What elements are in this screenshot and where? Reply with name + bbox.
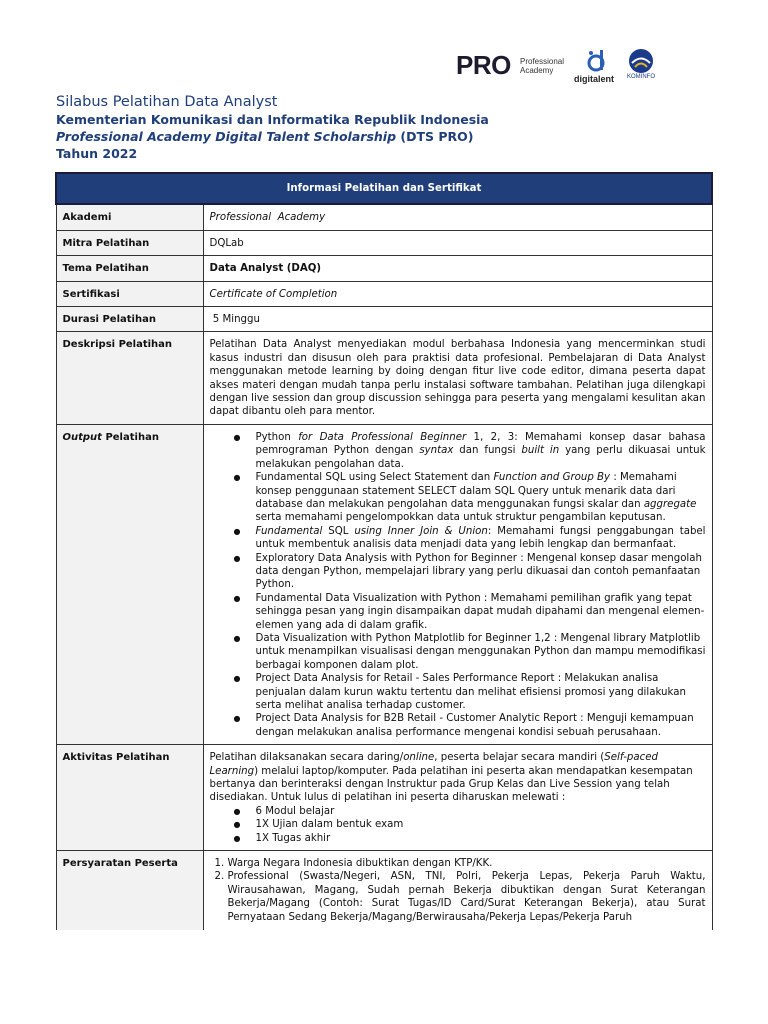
- row-value: Data Analyst (DAQ): [203, 256, 712, 281]
- list-item: ● Fundamental SQL using Inner Join & Union: Memahami fungsi penggabungan tabel untuk membentuk analisis data menjadi data yang lebih lengkap dan bermanfaat.: [256, 525, 706, 552]
- row-value: 5 Minggu: [203, 307, 712, 332]
- row-value: Professional Academy: [203, 204, 712, 230]
- table-row: [56, 256, 712, 281]
- program-abbrev: (DTS PRO): [396, 129, 474, 144]
- table-row: [56, 851, 712, 931]
- table-row: [56, 424, 712, 744]
- list-item: ● 1X Tugas akhir: [256, 832, 706, 845]
- list-item: 2. Professional (Swasta/Negeri, ASN, TNI, Polri, Pekerja Lepas, Pekerja Paruh Waktu, Wirausahawan, Magang, Sudah pernah Bekerja dibuktikan dengan Surat Keterangan Bekerja/Magang (Contoh: Surat Tugas/ID Card/Surat Keterangan Bekerja), atau Surat Pernyataan Sedang Bekerja/Magang/Berwirausaha/Pekerja Lepas/Pekerja Paruh: [228, 870, 706, 924]
- row-label: Sertifikasi: [56, 281, 203, 306]
- list-item: ● Project Data Analysis for Retail - Sales Performance Report : Melakukan analisa penjualan dalam kurun waktu tertentu dan melihat efisiensi promosi yang dilakukan serta melihat analisa terhadap customer.: [256, 672, 706, 712]
- table-row: [56, 332, 712, 424]
- program-line: [56, 128, 716, 145]
- document-title: Silabus Pelatihan Data Analyst: [56, 94, 278, 110]
- row-label: [56, 424, 203, 744]
- activity-text: Pelatihan dilaksanakan secara daring/online, peserta belajar secara mandiri (Self-paced Learning) melalui laptop/komputer. Pada pelatihan ini peserta akan mendapatkan kesempatan bertanya dan berinteraksi dengan Instruktur pada Grup Kelas dan Live Session yang telah disediakan. Untuk lulus di pelatihan ini peserta diharuskan melewati :: [209, 752, 693, 804]
- activity-list: [210, 805, 706, 845]
- row-label: Tema Pelatihan: [56, 256, 203, 281]
- pro-logo: PRO: [456, 50, 511, 80]
- output-list: [210, 431, 706, 739]
- list-item: ● Python for Data Professional Beginner 1, 2, 3: Memahami konsep dasar bahasa pemrograman Python dengan syntax dan fungsi built in yang perlu dikuasai untuk melakukan pengolahan data.: [256, 431, 706, 471]
- year-line: Tahun 2022: [56, 146, 138, 161]
- kominfo-text: KOMINFO: [627, 74, 655, 80]
- table-row: [56, 281, 712, 306]
- list-item: ● Project Data Analysis for B2B Retail - Customer Analytic Report : Menguji kemampuan dengan melakukan analisa performance mengenai kondisi sebuah perusahaan.: [256, 712, 706, 739]
- requirements-list: [210, 857, 706, 924]
- table-row: [56, 307, 712, 332]
- row-label: Deskripsi Pelatihan: [56, 332, 203, 424]
- table-row: [56, 230, 712, 255]
- training-info-table: [55, 172, 713, 930]
- digitalent-text: digitalent: [574, 74, 614, 84]
- list-item: ● 1X Ujian dalam bentuk exam: [256, 818, 706, 831]
- row-label: Akademi: [56, 204, 203, 230]
- list-item: ● Fundamental Data Visualization with Python : Memahami pemilihan grafik yang tepat sehingga pesan yang ingin disampaikan dapat mudah dipahami dan mengenal elemen-elemen yang ada di dalam grafik.: [256, 592, 706, 632]
- table-row: [56, 745, 712, 851]
- list-item: ● Data Visualization with Python Matplotlib for Beginner 1,2 : Mengenal library Matplotlib untuk menampilkan visualisasi dengan menggunakan Python dan mampu memodifikasi berbagai komponen dalam plot.: [256, 632, 706, 672]
- requirements-clip: [210, 857, 706, 925]
- logo-bar: [456, 46, 676, 90]
- output-label-rest: Pelatihan: [101, 431, 159, 443]
- list-item: ● Fundamental SQL using Select Statement dan Function and Group By : Memahami konsep penggunaan statement SELECT dalam SQL Query untuk menarik data dari database dan melakukan pengolahan data menggunakan fungsi skalar dan aggregate serta memahami pengelompokkan data untuk struktur pengambilan keputusan.: [256, 471, 706, 525]
- row-label: Mitra Pelatihan: [56, 230, 203, 255]
- output-list-cell: [203, 424, 712, 744]
- digitalent-logo-icon: [586, 48, 608, 74]
- row-label: Durasi Pelatihan: [56, 307, 203, 332]
- program-name: Professional Academy Digital Talent Scholarship: [56, 129, 397, 144]
- row-value: DQLab: [203, 230, 712, 255]
- output-label-italic: Output: [62, 431, 102, 443]
- professional-academy-text: Professional Academy: [520, 57, 565, 75]
- row-label: Aktivitas Pelatihan: [56, 745, 203, 851]
- table-row: [56, 204, 712, 230]
- table-heading: Informasi Pelatihan dan Sertifikat: [56, 173, 712, 204]
- row-value: Certificate of Completion: [203, 281, 712, 306]
- row-label: Persyaratan Peserta: [56, 851, 203, 931]
- list-item: ● Exploratory Data Analysis with Python for Beginner : Mengenal konsep dasar mengolah data dengan Python, mempelajari library yang perlu dikuasai dan contoh pemanfaatan Python.: [256, 552, 706, 592]
- list-item: ● 6 Modul belajar: [256, 805, 706, 818]
- kominfo-logo-icon: [628, 48, 654, 74]
- activity-cell: [203, 745, 712, 851]
- requirements-cell: [203, 851, 712, 931]
- description-text: Pelatihan Data Analyst menyediakan modul berbahasa Indonesia yang mencerminkan studi kasus industri dan disusun oleh para praktisi data profesional. Pembelajaran di Data Analyst menggunakan metode learning by doing dengan fitur live code editor, dimana peserta dapat akses materi dengan mudah tanpa perlu instalasi software tambahan. Pelatihan juga dilengkapi dengan live session dan group discussion sehingga para peserta yang mengalami kesulitan akan dapat dibantu oleh para mentor.: [203, 332, 712, 424]
- ministry-line: Kementerian Komunikasi dan Informatika Republik Indonesia: [56, 112, 489, 127]
- document-header: [56, 94, 716, 162]
- list-item: 1. Warga Negara Indonesia dibuktikan dengan KTP/KK.: [228, 857, 706, 870]
